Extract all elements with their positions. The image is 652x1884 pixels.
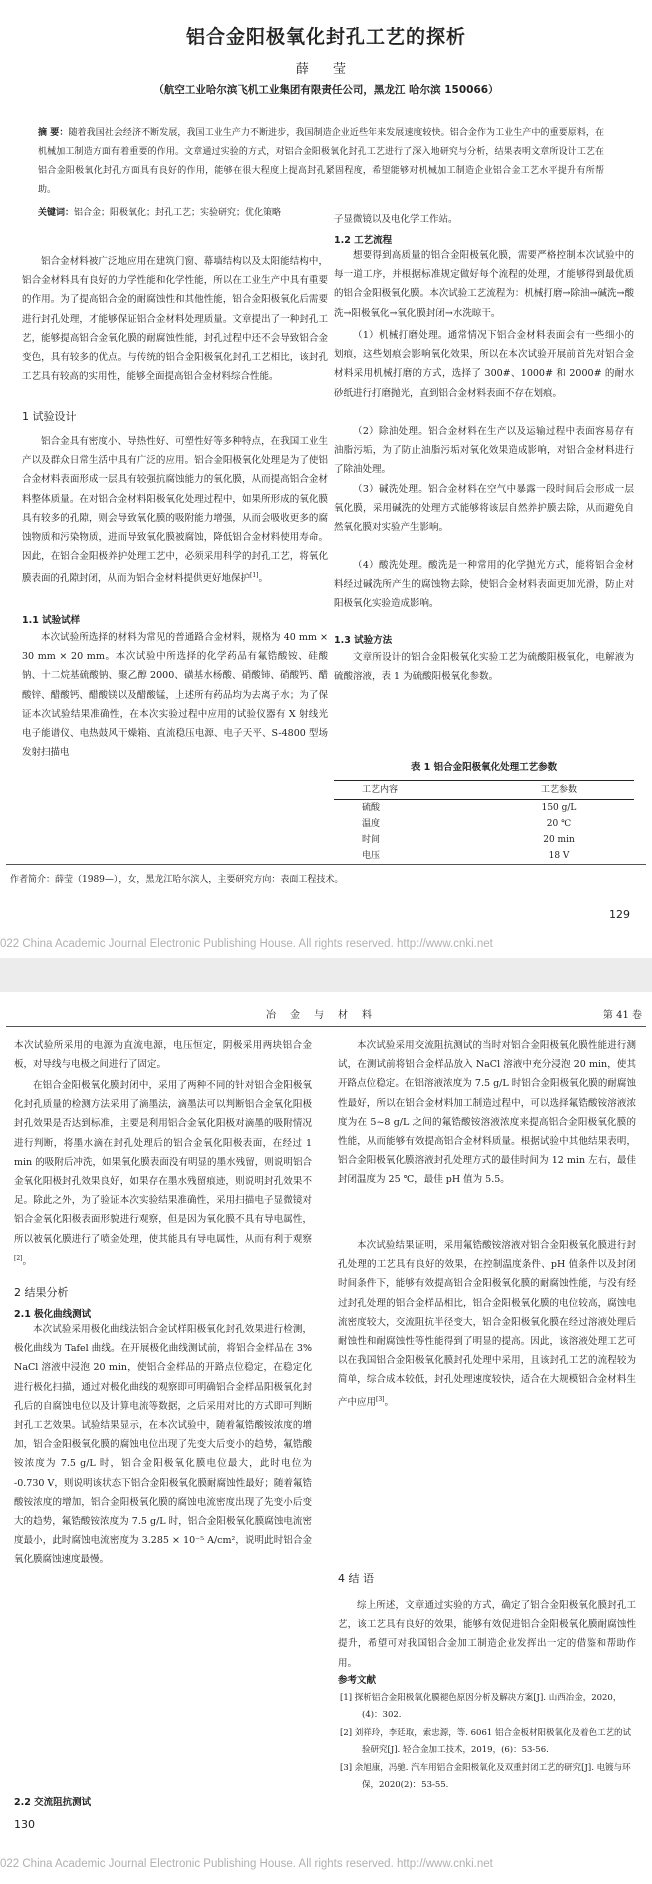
table-row (334, 848, 634, 864)
section-1-paragraph (22, 432, 328, 589)
author-affiliation: （航空工业哈尔滨飞机工业集团有限责任公司，黑龙江 哈尔滨 150066） (153, 84, 499, 96)
left-column-continuation: 本次试验所采用的电源为直流电源，电压恒定，阴极采用两块铝合金板，对导线与电极之间进行了固定。 (14, 1040, 312, 1071)
table-row (334, 800, 634, 816)
section-1-3-heading: 1.3 试验方法 (334, 635, 393, 646)
header-rule (6, 1026, 646, 1027)
section-1-2-heading: 1.2 工艺流程 (334, 235, 393, 246)
right-column-continuation: 子显微镜以及电化学工作站。 (334, 214, 458, 225)
table-cell: 电压 (362, 851, 381, 861)
copyright-watermark: 022 China Academic Journal Electronic Publishing House. All rights reserved. http://www.cnki.net (0, 1858, 493, 1870)
page-number: 130 (14, 1818, 35, 1831)
citation-3[interactable]: [3] (376, 1395, 385, 1403)
reference-3[interactable]: [3] 余旭康，冯驰. 汽车用铝合金阳极氧化及双重封闭工艺的研究[J]. 电镀与环保，2020(2)：53-55. (340, 1763, 631, 1790)
references-heading: 参考文献 (338, 1675, 377, 1686)
citation-1[interactable]: [1] (250, 572, 259, 580)
table-cell: 20 min (543, 835, 575, 845)
citation-2[interactable]: [2] (14, 1254, 23, 1262)
table-cell: 温度 (362, 819, 381, 829)
intro-paragraph: 铝合金材料被广泛地应用在建筑门窗、幕墙结构以及太阳能结构中，铝合金材料具有良好的力学性能和化学性能，所以在工业生产中具有重要的作用。为了提高铝合金的耐腐蚀性和其他性能，铝合金阳极氧化后需要进行封孔处理，才能够保证铝合金材料处理质量。文章提出了一种封孔工艺，能够提高铝合金氧化膜的耐腐蚀性能，封孔过程中还不会导致铝合金变色，具有较多的优点。与传统的铝合金阳极氧化封孔工艺相比，该封孔工艺具有较高的实用性，能够全面提高铝合金材料综合性能。 (22, 256, 328, 383)
table-row (334, 832, 634, 848)
section-1-text: 铝合金具有密度小、导热性好、可塑性好等多种特点，在我国工业生产以及群众日常生活中具有广泛的应用。铝合金阳极氧化处理是为了使铝合金材料表面形成一层具有较强抗腐蚀能力的氧化膜，从而提高铝合金材料整体质量。在对铝合金材料阳极氧化处理过程中，如果所形成的氧化膜具有较多的孔隙，则会导致氧化膜的吸附能力增强，从而会吸收更多的腐蚀物质和污染物质，进而导致氧化膜被腐蚀，降低铝合金材料使用寿命。因此，在铝合金阳极养护处理工艺中，必须采用科学的封孔工艺，将氧化膜表面的孔隙封闭，从而为铝合金材料提供更好地保护 (22, 436, 328, 585)
section-4-paragraph: 综上所述，文章通过实验的方式，确定了铝合金阳极氧化膜封孔工艺，该工艺具有良好的效果，能够有效促进铝合金阳极氧化膜耐腐蚀性提升，希望可对我国铝合金加工制造企业发挥出一定的借鉴和帮助作用。 (338, 1600, 636, 1669)
test-method-end: 。 (22, 1255, 33, 1267)
section-1-1-paragraph: 本次试验所选择的材料为常见的普通路合金材料，规格为 40 mm × 30 mm × 20 mm。本次试验中所选择的化学药品有氟锆酸铵、硅酸钠、十二烷基硫酸钠、聚乙醇 2000、磺基水杨酸、硝酸铈、硝酸钙、醋酸锌、醋酸钙、醋酸镁以及醋酸锰，上述所有药品均为去离子水；为了保证本次试验结果准确性，在本次实验过程中应用的试验仪器有 X 射线光电子能谱仪、电热鼓风干燥箱、直流稳压电源、电子天平、S-4800 型场发射扫描电 (22, 632, 328, 759)
step-4-paragraph: （4）酸洗处理。酸洗是一种常用的化学抛光方式，能将铝合金材料经过碱洗所产生的腐蚀物去除，使铝合金材料表面更加光滑，防止对阳极氧化实验造成影响。 (334, 560, 634, 610)
abstract-label: 摘 要： (38, 128, 69, 138)
test-method-paragraph (14, 1076, 312, 1271)
volume-label: 第 41 卷 (602, 1010, 642, 1021)
test-method-text: 在铝合金阳极氧化膜封闭中，采用了两种不同的针对铝合金阳极氧化封孔质量的检测方法采用了滴墨法，滴墨法可以判断铝合金氧化阳极封孔效果是否达到标准，主要是利用铝合金氧化阳极对滴墨的吸附情况进行判断，将墨水滴在封孔处理后的铝合金氧化阳极表面，在经过 1 min 的吸附后冲洗，如果氧化膜表面没有明显的墨水残留，则说明铝合金氧化阳极封孔效果良好，如果存在墨水残留痕迹，则说明封孔效果不足。除此之外，为了验证本次实验结果准确性，采用扫描电子显微镜对铝合金氧化阳极表面形貌进行观察，但是因为氧化膜不具有导电属性，所以被氧化膜进行了喷金处理，使其能具有导电属性，从而有利于观察 (14, 1080, 312, 1245)
section-1-1-heading: 1.1 试验试样 (22, 615, 81, 626)
page-number: 129 (609, 908, 630, 921)
article-title: 铝合金阳极氧化封孔工艺的探析 (185, 26, 466, 48)
table-cell: 18 V (548, 851, 570, 861)
table-1 (334, 780, 634, 865)
section-1-2-paragraph: 想要得到高质量的铝合金阳极氧化膜，需要严格控制本次试验中的每一道工序，并根据标准规定做好每个流程的处理，才能够得到最优质的铝合金阳极氧化膜。本次试验工艺流程为：机械打磨→除油→碱洗→酸洗→阳极氧化→氧化膜封闭→水洗晾干。 (334, 250, 634, 319)
table-1-caption: 表 1 铝合金阳极氧化处理工艺参数 (410, 762, 558, 773)
table-header-row (334, 781, 634, 800)
table-cell: 时间 (362, 835, 381, 845)
section-2-1-heading: 2.1 极化曲线测试 (14, 1309, 92, 1320)
section-2-2-heading: 2.2 交流阻抗测试 (14, 1797, 92, 1808)
page-130 (0, 992, 652, 1884)
article-author: 薛 莹 (295, 62, 357, 77)
author-footnote: 作者简介：薛莹（1989—），女，黑龙江哈尔滨人，主要研究方向：表面工程技术。 (10, 875, 344, 885)
running-header (6, 1006, 646, 1024)
section-1-heading: 1 试验设计 (22, 410, 77, 423)
section-4-heading: 4 结 语 (338, 1572, 374, 1585)
journal-name: 冶金与材料 (266, 1010, 386, 1021)
step-2-paragraph: （2）除油处理。铝合金材料在生产以及运输过程中表面容易存有油脂污垢，为了防止油脂污垢对氧化效果造成影响，对铝合金材料进行了除油处理。 (334, 426, 634, 476)
reference-1[interactable]: [1] 探析铝合金阳极氧化膜褪色原因分析及解决方案[J]. 山西冶金，2020，(4)：302. (340, 1693, 622, 1720)
table-row (334, 816, 634, 832)
abstract (38, 124, 604, 200)
keywords-text: 铝合金；阳极氧化；封孔工艺；实验研究；优化策略 (74, 208, 282, 218)
footnote-divider (6, 864, 646, 865)
section-1-end: 。 (258, 573, 269, 585)
keywords-label: 关键词： (38, 208, 75, 218)
section-2-heading: 2 结果分析 (14, 1286, 69, 1299)
table-cell: 硫酸 (362, 803, 381, 813)
table-header-cell: 工艺参数 (540, 785, 577, 795)
impedance-paragraph: 本次试验采用交流阻抗测试的当时对铝合金阳极氧化膜性能进行测试，在测试前将铝合金样品放入 NaCl 溶液中充分浸泡 20 min，使其开路点位稳定。在铝溶液浓度为 7.5 g/L 时铝合金阳极氧化膜的耐腐蚀性最好，所以在铝合金材料加工制造过程中，可以选择氟锆酸铵溶液浓度为在 5~8 g/L 之间的氟锆酸铵溶液浓度来提高铝合金阳极氧化膜的性能，从而能够有效提高铝合金材料质量。根据试验中其他结果表明，铝合金阳极氧化膜溶液封孔处理方式的最佳时间为 12 min 左右，最佳封闭温度为 25 ℃，最佳 pH 值为 5.5。 (338, 1040, 636, 1186)
step-3-paragraph: （3）碱洗处理。铝合金材料在空气中暴露一段时间后会形成一层氧化膜，采用碱洗的处理方式能够将该层自然养护膜去除，从而避免自然氧化膜对实验产生影响。 (334, 484, 634, 534)
page-gap (0, 958, 652, 992)
conclusion-results-paragraph (338, 1236, 636, 1412)
reference-2[interactable]: [2] 刘祥玲，李廷取，索忠源，等. 6061 铝合金板材阳极氧化及着色工艺的试验研究[J]. 轻合金加工技术，2019，(6)：53-56. (340, 1728, 631, 1755)
section-1-3-paragraph: 文章所设计的铝合金阳极氧化实验工艺为硫酸阳极氧化，电解液为硫酸溶液，表 1 为硫酸阳极氧化参数。 (334, 652, 634, 683)
conclusion-results-text: 本次试验结果证明，采用氟锆酸铵溶液对铝合金阳极氧化膜进行封孔处理的工艺具有良好的效果，在控制温度条件、pH 值条件以及封闭时间条件下，能够有效提高铝合金阳极氧化膜的耐腐蚀性能，与没有经过封孔处理的铝合金样品相比，铝合金阳极氧化膜的电位较高，腐蚀电流密度较大，交流阻抗半径变大，铝合金阳极氧化膜在经过溶液处理后耐蚀性和耐腐蚀性等性能得到了明显的提高。因此，该溶液处理工艺可以在我国铝合金阳极氧化膜封孔处理中采用，且该封孔工艺的流程较为简单，综合成本较低，封孔处理速度较快，适合在大规模铝合金材料生产中应用 (338, 1240, 636, 1408)
step-1-paragraph: （1）机械打磨处理。通常情况下铝合金材料表面会有一些细小的划痕，这些划痕会影响氧化效果，所以在本次试验开展前首先对铝合金材料采用机械打磨的方式，选择了 300#、1000# 和 2000# 的耐水砂纸进行打磨抛光，直到铝合金材料表面不存在划痕。 (334, 330, 634, 399)
table-cell: 20 ℃ (546, 819, 572, 829)
table-cell: 150 g/L (541, 803, 577, 813)
table-header-cell: 工艺内容 (362, 785, 399, 795)
section-2-1-paragraph: 本次试验采用极化曲线法铝合金试样阳极氧化封孔效果进行检测，极化曲线为 Tafel 曲线。在开展极化曲线测试前，将铝合金样品在 3% NaCl 溶液中浸泡 20 min，使铝合金样品的开路点位稳定，在稳定化进行极化扫描，通过对极化曲线的观察即可明确铝合金样品阳极氧化封孔后的自腐蚀电位以及计算电流等数据，之后采用对比的方式即可判断封孔工艺效果。试验结果显示，在本次试验中，随着氟锆酸铵浓度的增加，铝合金阳极氧化膜的腐蚀电位出现了先变大后变小的趋势，氟锆酸铵浓度为 7.5 g/L 时，铝合金阳极氧化膜电位最大，此时电位为 -0.730 V，则说明该状态下铝合金阳极氧化膜耐腐蚀性最好；随着氟锆酸铵浓度的增加，铝合金阳极氧化膜的腐蚀电流密度出现了先变小后变大的趋势，氟锆酸铵浓度为 7.5 g/L 时，铝合金阳极氧化膜腐蚀电流密度最小，此时腐蚀电流密度为 3.285 × 10⁻⁵ A/cm²，说明此时铝合金氧化膜腐蚀速度最慢。 (14, 1324, 312, 1566)
copyright-watermark: 022 China Academic Journal Electronic Publishing House. All rights reserved. http://www.cnki.net (0, 938, 493, 950)
abstract-text: 随着我国社会经济不断发展，我国工业生产力不断进步，我国制造企业近些年来发展速度较快。铝合金作为工业生产中的重要原料，在机械加工制造方面有着重要的作用。文章通过实验的方式，对铝合金阳极氧化封孔工艺进行了深入地研究与分析，结果表明文章所设计工艺在铝合金阳极氧化封孔方面具有良好的作用，能够在很大程度上提高封孔紧固程度，希望能够对机械加工制造企业铝合金工艺水平提升有所帮助。 (38, 128, 604, 195)
conclusion-results-end: 。 (384, 1396, 395, 1408)
